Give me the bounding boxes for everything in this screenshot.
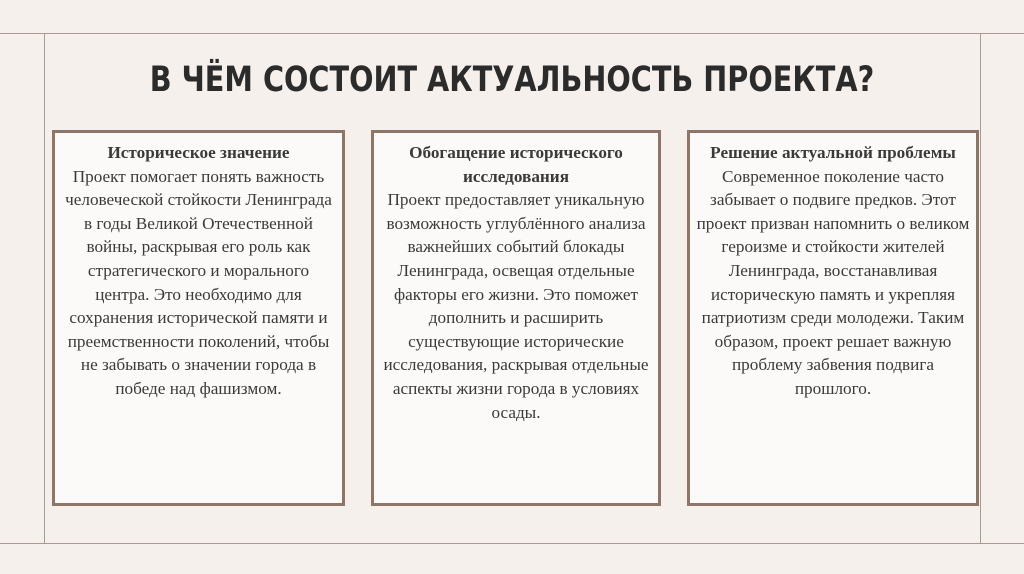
- card-heading: Решение актуальной проблемы: [710, 143, 956, 162]
- right-border-line: [980, 33, 981, 544]
- card-body: Проект предоставляет уникальную возможность углублённого анализа важнейших событий блокады Ленинграда, освещая отдельные факторы его жизни. Это поможет дополнить и расширить существующие исторические исследования, раскрывая отдельные аспекты жизни города в условиях осады.: [383, 190, 649, 422]
- card-heading: Историческое значение: [107, 143, 290, 162]
- card-body: Проект помогает понять важность человеческой стойкости Ленинграда в годы Великой Отечественной войны, раскрывая его роль как стратегического и морального центра. Это необходимо для сохранения исторической памяти и преемственности поколений, чтобы не забывать о значении города в победе над фашизмом.: [65, 166, 332, 398]
- card-body: Современное поколение часто забывает о подвиге предков. Этот проект призван напомнить о великом героизме и стойкости жителей Ленинграда, восстанавливая историческую память и укрепляя патриотизм среди молодежи. Таким образом, проект решает важную проблему забвения подвига прошлого.: [696, 166, 970, 398]
- card-actual-problem: [687, 130, 979, 506]
- card-heading: Обогащение исторического исследования: [409, 143, 623, 186]
- card-historical-significance: [52, 130, 345, 506]
- card-research-enrichment: [371, 130, 661, 506]
- top-border-line: [0, 33, 1024, 34]
- slide-title: В ЧЁМ СОСТОИТ АКТУАЛЬНОСТЬ ПРОЕКТА?: [149, 60, 875, 100]
- bottom-border-line: [0, 543, 1024, 544]
- left-border-line: [44, 33, 45, 544]
